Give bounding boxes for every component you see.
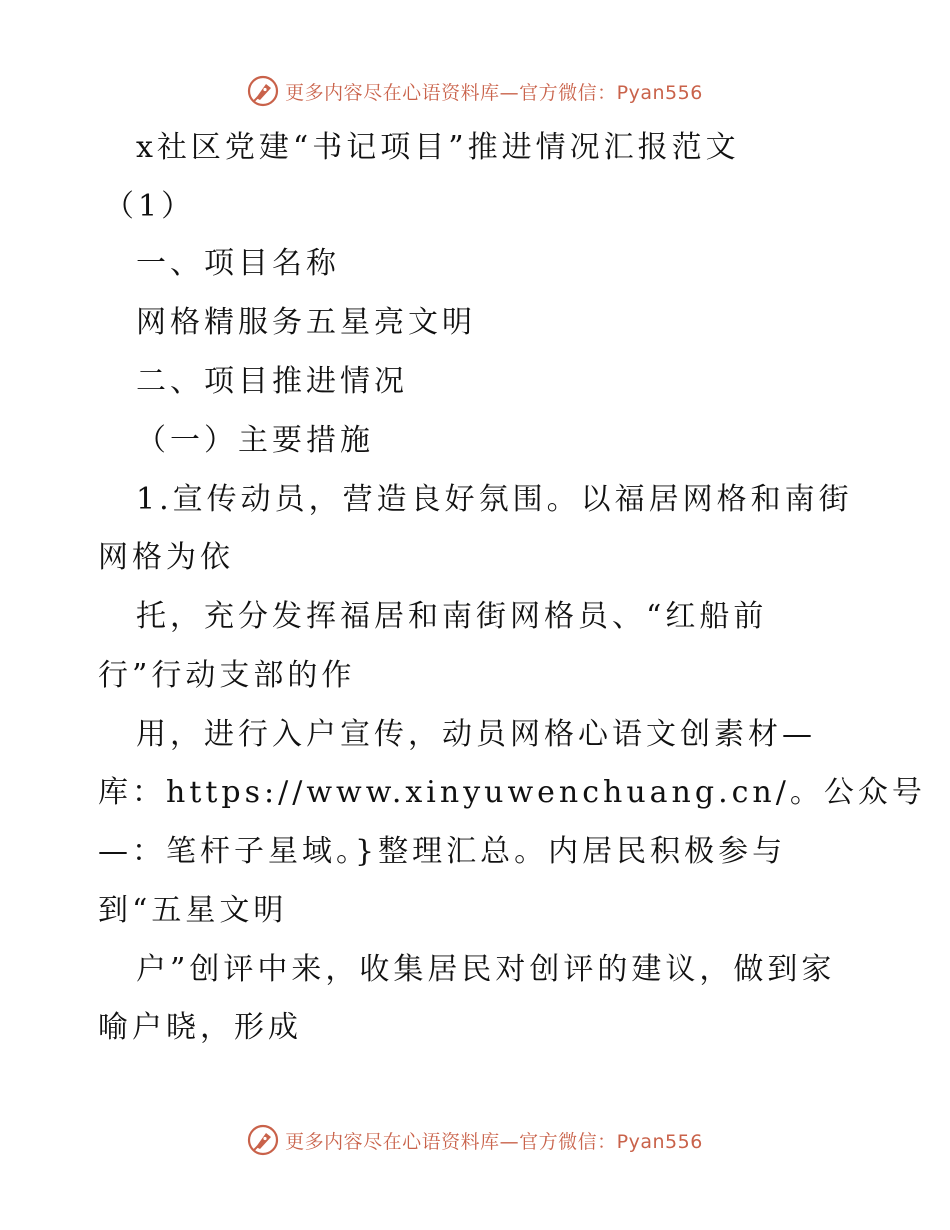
watermark-text: [285, 78, 703, 105]
paragraph-line: 户”创评中来，收集居民对创评的建议，做到家: [136, 952, 836, 987]
paragraph-line: 喻户晓，形成: [98, 1010, 302, 1045]
paragraph-line: —：笔杆子星域。}整理汇总。内居民积极参与: [98, 834, 787, 869]
paragraph-line: 1.宣传动员，营造良好氛围。以福居网格和南街: [136, 482, 853, 517]
paragraph-line-with-url: 库：https://www.xinyuwenchuang.cn/。公众号: [98, 775, 926, 810]
subsection-heading-measures: （一）主要措施: [136, 423, 374, 458]
watermark-text: [285, 1127, 703, 1154]
document-title-number: （1）: [104, 189, 196, 224]
watermark-brand: 更多内容尽在心语资料库—官方微信：: [285, 81, 617, 104]
document-title: x社区党建“书记项目”推进情况汇报范文: [136, 130, 740, 165]
section-heading-progress: 二、项目推进情况: [136, 364, 408, 399]
paragraph-line: 行”行动支部的作: [98, 658, 356, 693]
paragraph-line: 托，充分发挥福居和南街网格员、“红船前: [136, 599, 768, 634]
project-name-text: 网格精服务五星亮文明: [136, 305, 476, 340]
paragraph-line: 用，进行入户宣传，动员网格心语文创素材—: [136, 717, 816, 752]
section-heading-project-name: 一、项目名称: [136, 246, 340, 281]
paragraph-line: 网格为依: [98, 540, 234, 575]
paragraph-line: 到“五星文明: [98, 893, 288, 928]
header-watermark: [0, 71, 950, 111]
footer-watermark: [0, 1120, 950, 1160]
watermark-wechat-id: Pyan556: [616, 81, 703, 104]
pen-nib-logo-icon: [247, 75, 279, 107]
watermark-brand: 更多内容尽在心语资料库—官方微信：: [285, 1130, 617, 1153]
watermark-wechat-id: Pyan556: [616, 1130, 703, 1153]
pen-nib-logo-icon: [247, 1124, 279, 1156]
